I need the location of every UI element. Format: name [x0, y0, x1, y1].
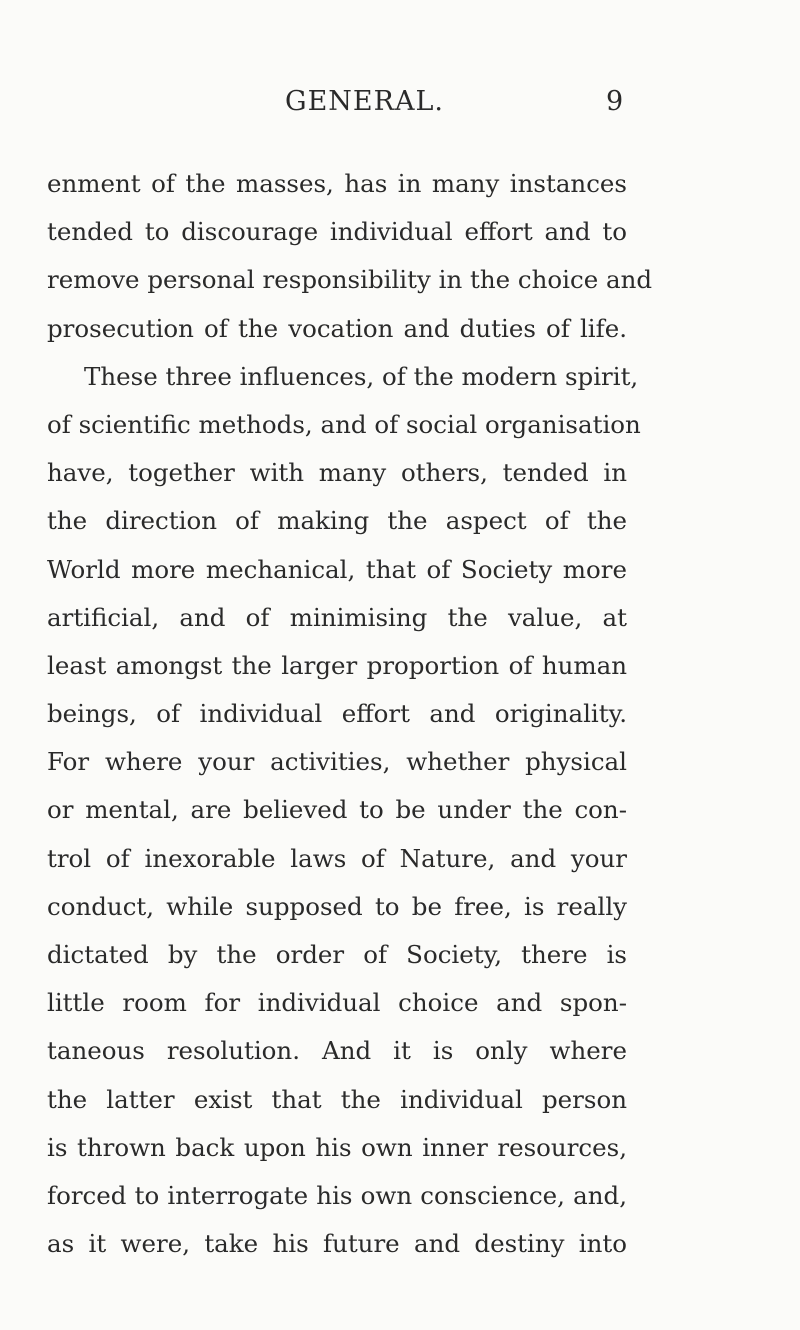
text-line: least amongst the larger proportion of human	[47, 650, 627, 680]
text-line: the latter exist that the individual person	[47, 1084, 627, 1114]
running-title: GENERAL.	[285, 86, 444, 117]
running-head	[0, 77, 800, 127]
text-line: World more mechanical, that of Society more	[47, 554, 627, 584]
text-line: as it were, take his future and destiny into	[47, 1229, 627, 1259]
text-line: trol of inexorable laws of Nature, and your	[47, 843, 627, 873]
text-line: remove personal responsibility in the choice and	[47, 265, 653, 295]
text-line: forced to interrogate his own conscience, and,	[47, 1180, 627, 1210]
text-line: enment of the masses, has in many instances	[47, 169, 627, 198]
text-line: have, together with many others, tended in	[47, 458, 627, 488]
body-text	[47, 160, 653, 1268]
text-line: dictated by the order of Society, there is	[47, 940, 627, 969]
text-line: little room for individual choice and spon-	[47, 988, 627, 1018]
text-line: of scientific methods, and of social organisation	[47, 409, 641, 439]
text-line: For where your activities, whether physical	[47, 747, 627, 777]
text-line: artificial, and of minimising the value, at	[47, 602, 627, 632]
text-line: is thrown back upon his own inner resources,	[47, 1132, 627, 1162]
text-line: conduct, while supposed to be free, is really	[47, 891, 627, 921]
text-line: prosecution of the vocation and duties of life.	[47, 313, 627, 343]
text-line: or mental, are believed to be under the con-	[47, 795, 627, 825]
text-line: These three influences, of the modern spirit,	[84, 361, 639, 391]
page-number: 9	[606, 86, 624, 117]
text-line: tended to discourage individual effort and to	[47, 217, 627, 247]
text-line: taneous resolution. And it is only where	[47, 1036, 627, 1066]
text-line: beings, of individual effort and originality.	[47, 699, 627, 729]
text-line: the direction of making the aspect of the	[47, 506, 627, 536]
